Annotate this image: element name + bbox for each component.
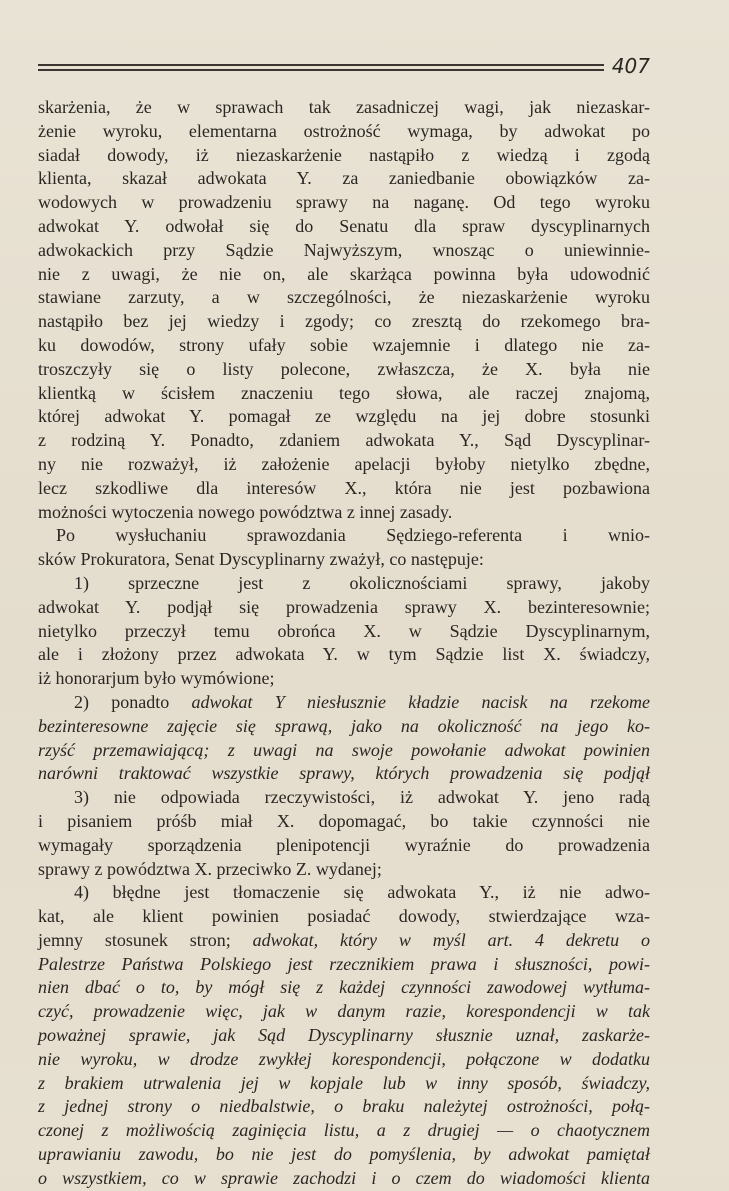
text-line [38, 144, 650, 168]
text-line [38, 310, 650, 334]
text-line [38, 691, 650, 715]
text-line [38, 239, 650, 263]
text-segment: kat, ale klient powinien posiadać dowody, stwierdzające wza- [38, 906, 650, 927]
text-line [38, 167, 650, 191]
text-line [38, 358, 650, 382]
italic-segment: adwokat Y niesłusznie kładzie nacisk na rzekome [169, 691, 651, 712]
text-segment: rzyść przemawiającą; z uwagi na swoje powołanie adwokat powinien [38, 739, 650, 760]
text-segment: i pisaniem próśb miał X. dopomagać, bo takie czynności nie [38, 810, 650, 831]
text-segment: siadał dowody, iż niezaskarżenie nastąpiło z wiedzą i zgodą [38, 144, 650, 165]
text-segment: 2) ponadto [38, 691, 170, 712]
text-line [38, 215, 650, 239]
text-line [38, 548, 650, 572]
text-line [38, 334, 650, 358]
page-header [38, 56, 650, 82]
text-line [38, 1167, 650, 1191]
text-segment: sków Prokuratora, Senat Dyscyplinarny zważył, co następuje: [38, 549, 484, 570]
text-segment: poważnej sprawie, jak Sąd Dyscyplinarny słusznie uznał, zaskarże- [38, 1025, 650, 1046]
text-line [38, 953, 650, 977]
text-segment: lecz szkodliwe dla interesów X., która nie jest pozbawiona [38, 477, 650, 498]
text-line [38, 1072, 650, 1096]
text-segment: nien dbać o to, by mógł się z każdej czynności zawodowej wytłuma- [38, 977, 650, 998]
text-line [38, 524, 650, 548]
text-segment: wymagały sporządzenia plenipotencji wyraźnie do prowadzenia [38, 834, 650, 855]
text-segment: 1) sprzeczne jest z okolicznościami sprawy, jakoby [38, 572, 650, 593]
text-line [38, 1048, 650, 1072]
text-segment: ku dowodów, strony ufały sobie wzajemnie i dlatego nie za- [38, 334, 650, 355]
text-line [38, 1024, 650, 1048]
text-line [38, 263, 650, 287]
text-segment: jemny stosunek stron; [38, 929, 231, 950]
text-line [38, 905, 650, 929]
text-line [38, 477, 650, 501]
text-segment: klienta, skazał adwokata Y. za zaniedbanie obowiązków za- [38, 168, 650, 189]
text-segment: 4) błędne jest tłomaczenie się adwokata Y., iż nie adwo- [38, 882, 650, 903]
text-segment: nastąpiło bez jej wiedzy i zgody; co zresztą do rzekomego bra- [38, 311, 650, 332]
text-line [38, 382, 650, 406]
text-segment: czonej z możliwością zaginięcia listu, a z drugiej — o chaotycznem [38, 1120, 650, 1141]
text-line [38, 501, 650, 525]
text-line [38, 1095, 650, 1119]
text-line [38, 643, 650, 667]
text-segment: adwokat Y. odwołał się do Senatu dla spraw dyscyplinarnych [38, 215, 650, 236]
text-segment: iż honorarjum było wymówione; [38, 668, 275, 689]
text-line [38, 834, 650, 858]
text-line [38, 810, 650, 834]
header-rule [38, 69, 604, 71]
text-segment: adwokat Y. podjął się prowadzenia sprawy X. bezinteresownie; [38, 596, 650, 617]
text-segment: bezinteresowne zajęcie się sprawą, jako na okoliczność na jego ko- [38, 715, 650, 736]
text-segment: skarżenia, że w sprawach tak zasadniczej wagi, jak niezaskar- [38, 97, 650, 117]
text-line [38, 715, 650, 739]
text-line [38, 596, 650, 620]
text-segment: Palestrze Państwa Polskiego jest rzecznikiem prawa i słuszności, powi- [38, 953, 650, 974]
text-segment: adwokackich przy Sądzie Najwyższym, wnosząc o uniewinnie- [38, 239, 650, 260]
text-line [38, 976, 650, 1000]
text-line [38, 120, 650, 144]
text-segment: czyć, prowadzenie więc, jak w danym razie, korespondencji w tak [38, 1001, 650, 1022]
text-segment: ale i złożony przez adwokata Y. w tym Sądzie list X. świadczy, [38, 644, 650, 665]
text-segment: narówni traktować wszystkie sprawy, których prowadzenia się podjął [38, 763, 650, 784]
text-line [38, 667, 650, 691]
text-line [38, 786, 650, 810]
text-segment: nie wyroku, w drodze zwykłej korespondencji, połączone w dodatku [38, 1048, 650, 1069]
text-line [38, 429, 650, 453]
page-number: 407 [611, 54, 650, 78]
text-segment: z rodziną Y. Ponadto, zdaniem adwokata Y., Sąd Dyscyplinar- [38, 430, 650, 451]
text-segment: nietylko przeczył temu obrońca X. w Sądzie Dyscyplinarnym, [38, 620, 650, 641]
text-segment: z brakiem utrwalenia jej w kopjale lub w inny sposób, świadczy, [38, 1072, 650, 1093]
text-segment: o wszystkiem, co w sprawie zachodzi i o czem do wiadomości klienta [38, 1167, 650, 1188]
text-segment: żenie wyroku, elementarna ostrożność wymaga, by adwokat po [38, 120, 650, 141]
text-segment: której adwokat Y. pomagał ze względu na jej dobre stosunki [38, 406, 650, 427]
text-line [38, 929, 650, 953]
text-segment: sprawy z powództwa X. przeciwko Z. wydanej; [38, 858, 382, 879]
text-segment: możności wytoczenia nowego powództwa z innej zasady. [38, 501, 453, 522]
text-line [38, 191, 650, 215]
text-segment: ny nie rozważył, iż założenie apelacji byłoby nietylko zbędne, [38, 453, 650, 474]
text-line [38, 286, 650, 310]
text-line [38, 881, 650, 905]
text-line [38, 96, 650, 120]
text-line [38, 762, 650, 786]
text-segment: wodowych w prowadzeniu sprawy na naganę. Od tego wyroku [38, 192, 650, 213]
text-segment: stawiane zarzuty, a w szczególności, że niezaskarżenie wyroku [38, 287, 650, 308]
body-text [38, 96, 650, 1191]
text-line [38, 453, 650, 477]
text-segment: Po wysłuchaniu sprawozdania Sędziego-referenta i wnio- [38, 525, 650, 546]
text-line [38, 620, 650, 644]
text-line [38, 1000, 650, 1024]
italic-segment: adwokat, który w myśl art. 4 dekretu o [230, 929, 650, 950]
text-segment: uprawianiu zawodu, bo nie jest do pomyślenia, by adwokat pamiętał [38, 1144, 650, 1165]
text-line [38, 739, 650, 763]
text-line [38, 1143, 650, 1167]
header-rule [38, 64, 604, 66]
text-segment: 3) nie odpowiada rzeczywistości, iż adwokat Y. jeno radą [38, 787, 650, 808]
text-segment: z jednej strony o niedbalstwie, o braku należytej ostrożności, połą- [38, 1096, 650, 1117]
text-line [38, 858, 650, 882]
text-segment: troszczyły się o listy polecone, zwłaszcza, że X. była nie [38, 358, 650, 379]
text-line [38, 1119, 650, 1143]
text-line [38, 572, 650, 596]
text-segment: klientką w ścisłem znaczeniu tego słowa, ale raczej znajomą, [38, 382, 650, 403]
text-segment: nie z uwagi, że nie on, ale skarżąca powinna była udowodnić [38, 263, 650, 284]
text-line [38, 405, 650, 429]
